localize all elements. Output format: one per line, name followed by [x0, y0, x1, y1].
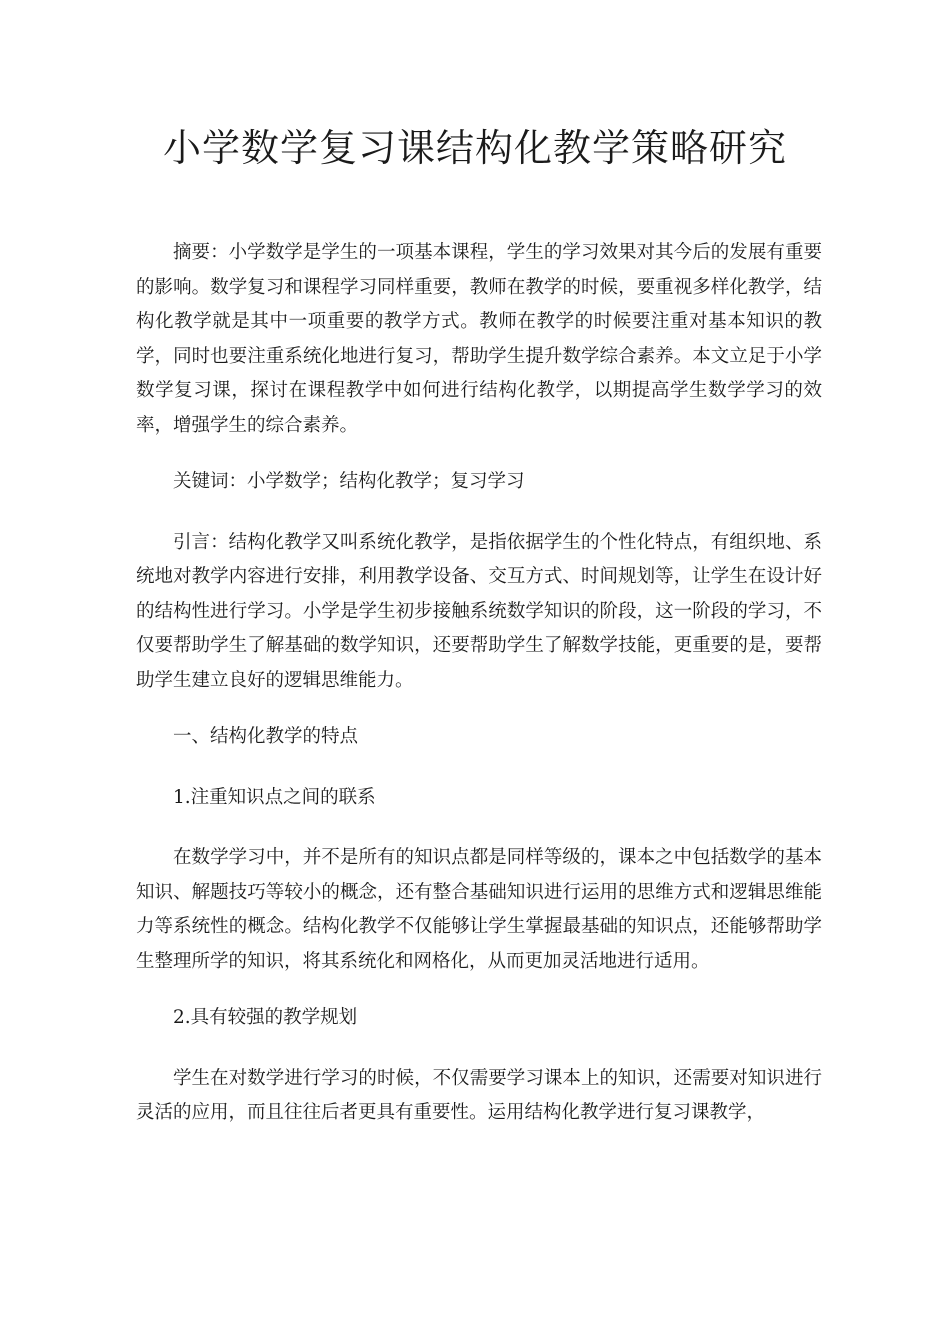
document-title: 小学数学复习课结构化教学策略研究: [162, 126, 787, 170]
body-paragraph-2: 学生在对数学进行学习的时候，不仅需要学习课本上的知识，还需要对知识进行灵活的应用，而且往往后者更具有重要性。运用结构化教学进行复习课教学，: [136, 1067, 822, 1123]
subsection-heading-2: 2.具有较强的教学规划: [173, 1007, 358, 1028]
body-paragraph-1: 在数学学习中，并不是所有的知识点都是同样等级的，课本之中包括数学的基本知识、解题技巧等较小的概念，还有整合基础知识进行运用的思维方式和逻辑思维能力等系统性的概念。结构化教学不仅能够让学生掌握最基础的知识点，还能够帮助学生整理所学的知识，将其系统化和网格化，从而更加灵活地进行适用。: [136, 847, 822, 972]
abstract-paragraph: 摘要：小学数学是学生的一项基本课程，学生的学习效果对其今后的发展有重要的影响。数学复习和课程学习同样重要，教师在教学的时候，要重视多样化教学，结构化教学就是其中一项重要的教学方式。教师在教学的时候要注重对基本知识的教学，同时也要注重系统化地进行复习，帮助学生提升数学综合素养。本文立足于小学数学复习课，探讨在课程教学中如何进行结构化教学，以期提高学生数学学习的效率，增强学生的综合素养。: [136, 242, 822, 436]
document-body: [136, 236, 822, 1153]
keywords-paragraph: 关键词：小学数学；结构化教学；复习学习: [173, 471, 525, 492]
subsection-heading-1: 1.注重知识点之间的联系: [173, 786, 376, 808]
introduction-paragraph: 引言：结构化教学又叫系统化教学，是指依据学生的个性化特点，有组织地、系统地对教学内容进行安排，利用教学设备、交互方式、时间规划等，让学生在设计好的结构性进行学习。小学是学生初步接触系统数学知识的阶段，这一阶段的学习，不仅要帮助学生了解基础的数学知识，还要帮助学生了解数学技能，更重要的是，要帮助学生建立良好的逻辑思维能力。: [136, 531, 822, 691]
section-heading-1: 一、结构化教学的特点: [173, 726, 359, 747]
